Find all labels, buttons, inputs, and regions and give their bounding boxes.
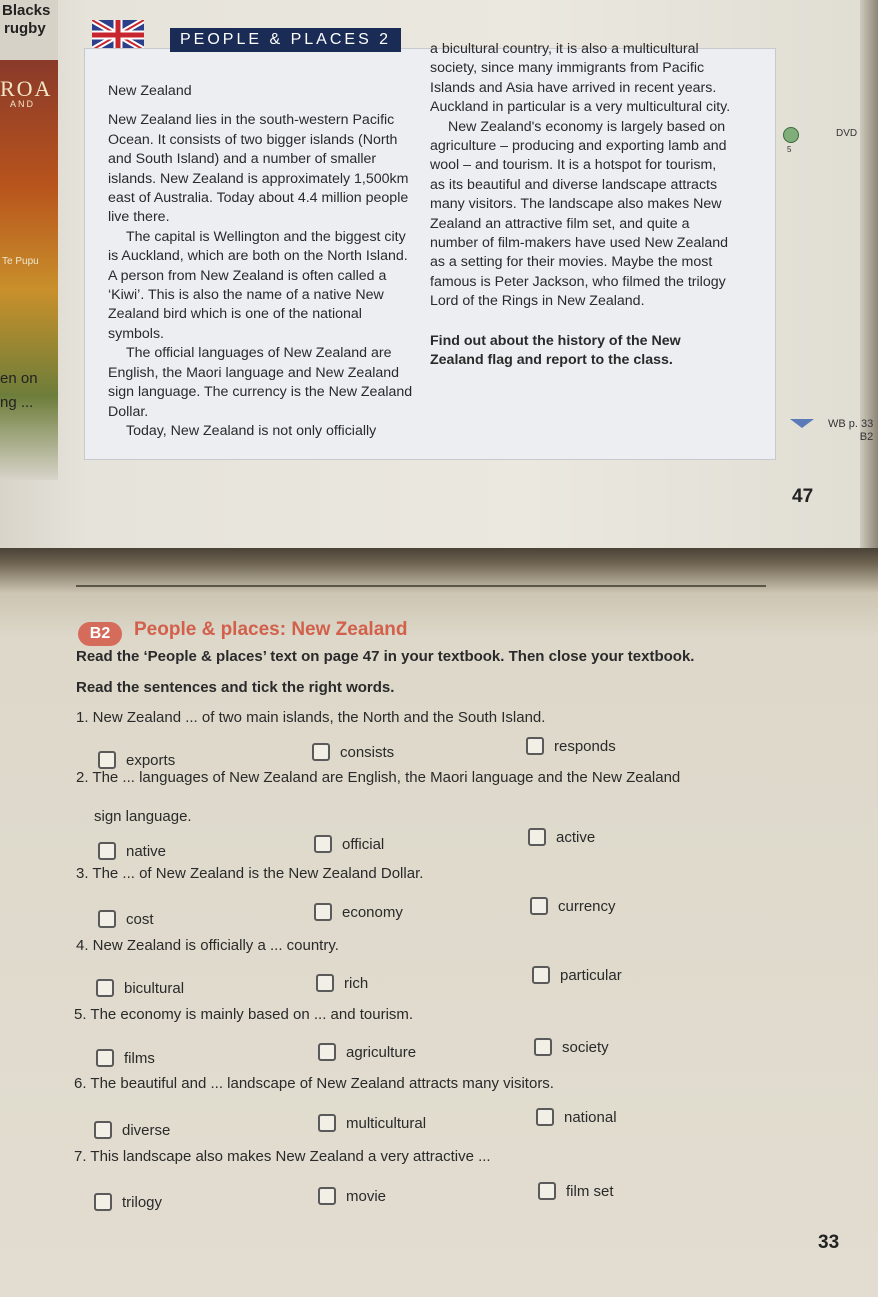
option-rich[interactable]: [316, 974, 368, 992]
option-agriculture[interactable]: [318, 1043, 416, 1061]
option-responds[interactable]: [526, 737, 616, 755]
checkbox[interactable]: [314, 835, 332, 853]
option-label: agriculture: [346, 1043, 417, 1061]
option-trilogy[interactable]: [94, 1193, 162, 1211]
side-text-2: ng ...: [0, 394, 34, 411]
paragraph: Today, New Zealand is not only officially: [126, 422, 377, 439]
option-active[interactable]: [528, 828, 595, 846]
option-exports[interactable]: [98, 751, 175, 769]
option-economy[interactable]: [314, 903, 403, 921]
checkbox[interactable]: [538, 1182, 556, 1200]
paragraph: The capital is Wellington and the biggest city is Auckland, which are both on the North Island. A person from New Zealand is often called a ‘Kiwi’. This is also the name of a native New Zealand bird which is one of the national symbols.: [108, 228, 408, 342]
page-edge-shadow: [860, 0, 878, 548]
option-label: diverse: [122, 1121, 171, 1139]
question-3: 3. The ... of New Zealand is the New Zealand Dollar.: [76, 865, 424, 882]
workbook-exercise-ref: B2: [859, 431, 874, 443]
checkbox[interactable]: [318, 1114, 336, 1132]
workbook-page-ref: WB p. 33: [828, 418, 874, 430]
option-label: multicultural: [346, 1114, 427, 1132]
checkbox[interactable]: [316, 974, 334, 992]
corner-text-2: rugby: [4, 20, 46, 37]
option-particular[interactable]: [532, 966, 622, 984]
facing-page-artwork: [0, 60, 58, 480]
dvd-label: DVD: [836, 128, 858, 139]
option-currency[interactable]: [530, 897, 616, 915]
option-label: native: [126, 842, 167, 860]
workbook-reference: [828, 418, 873, 444]
instruction-2: Read the sentences and tick the right words.: [76, 679, 395, 696]
checkbox[interactable]: [314, 903, 332, 921]
question-2: 2. The ... languages of New Zealand are English, the Maori language and the New Zealand: [76, 769, 681, 786]
option-label: society: [562, 1038, 609, 1056]
question-4: 4. New Zealand is officially a ... country.: [76, 937, 339, 954]
option-label: films: [124, 1049, 155, 1067]
option-label: trilogy: [122, 1193, 163, 1211]
option-cost[interactable]: [98, 910, 154, 928]
option-film-set[interactable]: [538, 1182, 614, 1200]
checkbox[interactable]: [534, 1038, 552, 1056]
option-official[interactable]: [314, 835, 384, 853]
checkbox[interactable]: [98, 751, 116, 769]
option-label: currency: [558, 897, 616, 915]
workbook-page-number: 33: [818, 1232, 840, 1253]
option-label: cost: [126, 910, 154, 928]
checkbox[interactable]: [98, 842, 116, 860]
question-2-continued: sign language.: [94, 808, 192, 825]
instruction-1: Read the ‘People & places’ text on page 47 in your textbook. Then close your textbook.: [76, 648, 695, 665]
paragraph: The official languages of New Zealand are English, the Maori language and New Zealand sign language. The currency is the New Zealand Dollar.: [108, 345, 413, 420]
checkbox[interactable]: [318, 1187, 336, 1205]
checkbox[interactable]: [94, 1121, 112, 1139]
option-label: rich: [344, 974, 369, 992]
checkbox[interactable]: [96, 1049, 114, 1067]
corner-text-1: Blacks: [2, 2, 51, 19]
option-consists[interactable]: [312, 743, 394, 761]
checkbox[interactable]: [94, 1193, 112, 1211]
checkbox[interactable]: [532, 966, 550, 984]
checkbox[interactable]: [530, 897, 548, 915]
checkbox[interactable]: [536, 1108, 554, 1126]
option-label: consists: [340, 743, 395, 761]
option-movie[interactable]: [318, 1187, 386, 1205]
checkbox[interactable]: [526, 737, 544, 755]
option-label: particular: [560, 966, 622, 984]
text-column-left: [108, 82, 414, 441]
dvd-number: 5: [787, 145, 792, 154]
side-text-1: en on: [0, 370, 38, 387]
option-label: exports: [126, 751, 176, 769]
artwork-text-roa: ROA: [0, 76, 53, 101]
question-1: 1. New Zealand ... of two main islands, the North and the South Island.: [76, 709, 546, 726]
option-native[interactable]: [98, 842, 166, 860]
workbook-arrow-icon: [790, 419, 814, 428]
option-society[interactable]: [534, 1038, 609, 1056]
artwork-text-and: AND: [10, 99, 36, 109]
option-bicultural[interactable]: [96, 979, 184, 997]
option-label: bicultural: [124, 979, 185, 997]
option-multicultural[interactable]: [318, 1114, 426, 1132]
section-label: PEOPLE & PLACES 2: [170, 28, 401, 52]
question-6: 6. The beautiful and ... landscape of New Zealand attracts many visitors.: [74, 1075, 554, 1092]
divider-line: [76, 585, 766, 587]
option-label: movie: [346, 1187, 387, 1205]
exercise-title: People & places: New Zealand: [134, 619, 408, 640]
dvd-disc-icon: [783, 127, 799, 143]
paragraph: a bicultural country, it is also a multicultural society, since many immigrants from Pacific Islands and Asia have arrived in recent years. Auckland in particular is a very multicultural city.: [430, 41, 731, 116]
option-label: active: [556, 828, 596, 846]
option-diverse[interactable]: [94, 1121, 170, 1139]
checkbox[interactable]: [98, 910, 116, 928]
article-heading: New Zealand: [108, 83, 192, 99]
artwork-text-te-pupu: Te Pupu: [2, 256, 39, 267]
task-text: Find out about the history of the New Zealand flag and report to the class.: [430, 332, 681, 369]
option-national[interactable]: [536, 1108, 617, 1126]
checkbox[interactable]: [318, 1043, 336, 1061]
exercise-number-badge: B2: [78, 622, 122, 646]
page-number: 47: [792, 486, 814, 507]
checkbox[interactable]: [312, 743, 330, 761]
option-label: national: [564, 1108, 617, 1126]
option-label: responds: [554, 737, 616, 755]
checkbox[interactable]: [96, 979, 114, 997]
text-column-right: [430, 40, 732, 371]
checkbox[interactable]: [528, 828, 546, 846]
option-films[interactable]: [96, 1049, 155, 1067]
textbook-page: [0, 0, 878, 548]
option-label: official: [342, 835, 385, 853]
question-5: 5. The economy is mainly based on ... and tourism.: [74, 1006, 414, 1023]
question-7: 7. This landscape also makes New Zealand a very attractive ...: [74, 1148, 491, 1165]
option-label: economy: [342, 903, 403, 921]
paragraph: New Zealand's economy is largely based on agriculture – producing and exporting lamb and wool – and tourism. It is a hotspot for tourism, as its beautiful and diverse landscape attracts many visitors. The landscape also makes New Zealand an attractive film set, and quite a number of film-makers have used New Zealand as a setting for their movies. Maybe the most famous is Peter Jackson, who filmed the trilogy Lord of the Rings in New Zealand.: [430, 118, 729, 310]
paragraph: New Zealand lies in the south-western Pacific Ocean. It consists of two bigger islands (North and South Island) and a number of smaller islands. New Zealand is approximately 1,500km east of Australia. Today about 4.4 million people live there.: [108, 112, 409, 226]
option-label: film set: [566, 1182, 614, 1200]
union-jack-flag-icon: [92, 20, 144, 50]
